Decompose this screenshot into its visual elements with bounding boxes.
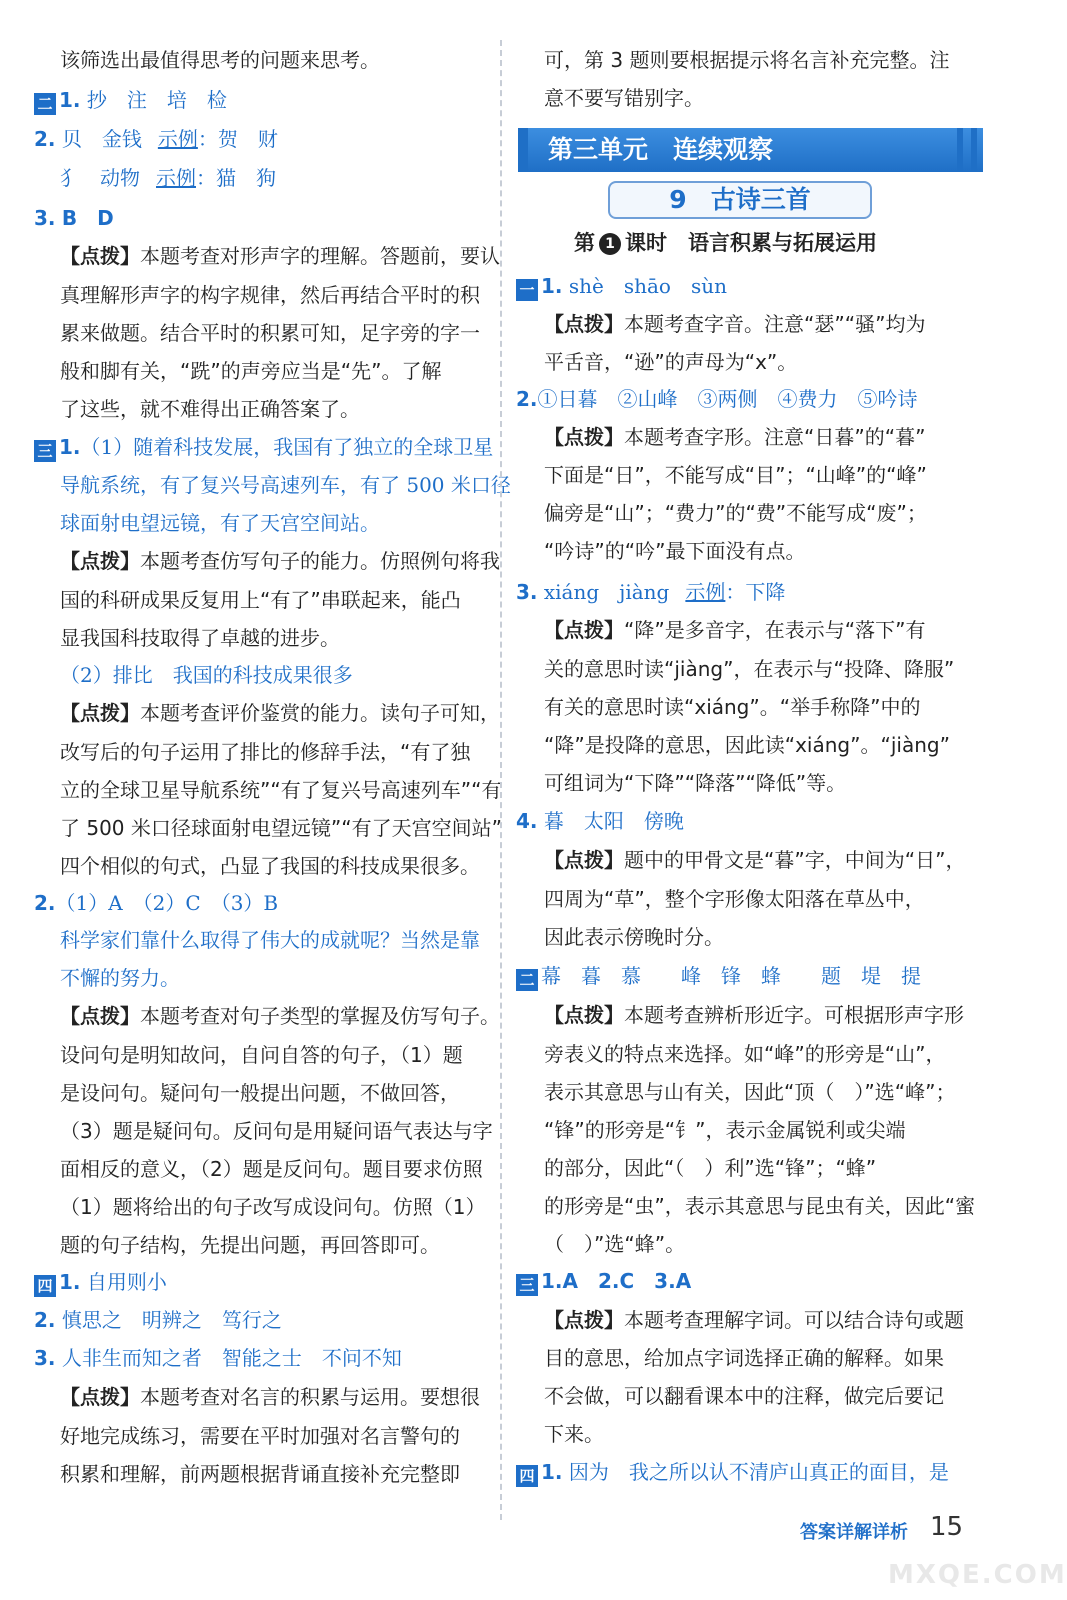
answer: （1）A （2）C （3）B [55,891,279,915]
tip-text: 国的科研成果反复用上“有了”串联起来，能凸 [60,588,461,612]
tip-label: 【点拨】 [60,1385,140,1409]
answer: 幕 暮 慕 峰 锋 蜂 题 堤 提 [541,964,921,988]
tip-text: 立的全球卫星导航系统”“有了复兴号高速列车”“有 [60,778,502,802]
answer: 人非生而知之者 智能之士 不问不知 [61,1346,402,1370]
answer: xiáng jiàng [543,580,670,604]
tip [60,1383,480,1411]
question-number: 3. [34,206,56,230]
answer: shè shāo sùn [568,274,727,298]
period-prefix: 第 [574,231,595,255]
r-s4 [516,1458,949,1487]
unit-banner [518,128,983,172]
tip-text: 四周为“草”，整个字形像太阳落在草丛中， [544,887,925,911]
r-q1 [516,272,727,301]
answer: 导航系统，有了复兴号高速列车，有了 500 米口径 [60,473,511,497]
tip-text: 般和脚有关，“跣”的声旁应当是“先”。了解 [60,359,442,383]
tip-text: 显我国科技取得了卓越的进步。 [60,626,340,650]
question-number: 1. [59,1270,81,1294]
answer: ：猫 狗 [196,166,276,190]
q4-2 [34,1306,282,1334]
answer: 科学家们靠什么取得了伟大的成就呢？当然是靠 [60,928,480,952]
answer: 因为 我之所以认不清庐山真正的面目，是 [568,1460,949,1484]
q3-1 [34,433,493,462]
example-label: 示例 [156,166,196,190]
tip-label: 【点拨】 [544,312,624,336]
q2-1 [34,86,227,115]
banner-stripe [971,128,977,172]
answer: 暮 太阳 傍晚 [543,809,684,833]
tip-text: 旁表义的特点来选择。如“峰”的形旁是“山”， [544,1042,946,1066]
period-number: 1 [599,233,621,255]
period-title: 课时 语言积累与拓展运用 [625,231,877,255]
tip-text: 表示其意思与山有关，因此“顶（ ）”选“峰”； [544,1080,956,1104]
tip-text: 本题考查对形声字的理解。答题前，要认 [140,244,500,268]
answer: ：下降 [725,580,786,604]
tip-text: 了 500 米口径球面射电望远镜”“有了天宫空间站” [60,816,502,840]
tip-text: 本题考查辨析形近字。可根据形声字形 [624,1003,964,1027]
answer: （2）排比 我国的科技成果很多 [60,663,353,687]
tip-text: 本题考查字音。注意“瑟”“骚”均为 [624,312,926,336]
q3-2 [34,889,278,917]
tip [60,547,500,575]
tip-text: 本题考查理解字词。可以结合诗句或题 [624,1308,964,1332]
r-q3 [516,578,785,606]
column-divider [500,40,502,1520]
tip-text: “吟诗”的“吟”最下面没有点。 [544,539,806,563]
tip [544,1001,964,1029]
section-marker: 四 [34,1275,56,1297]
tip [60,699,500,727]
tip-label: 【点拨】 [544,848,624,872]
question-number: 2. [34,127,56,151]
question-number: 2. [516,387,538,411]
tip [544,616,925,644]
tip [60,242,500,270]
answer: ：贺 财 [197,127,278,151]
tip-text: 设问句是明知故问，自问自答的句子，（1）题 [60,1043,463,1067]
tip-text: 累来做题。结合平时的积累可知，足字旁的字一 [60,321,480,345]
tip-text: 下面是“日”，不能写成“目”；“山峰”的“峰” [544,463,927,487]
tip-text: 有关的意思时读“xiáng”。“举手称降”中的 [544,695,921,719]
tip-text: 改写后的句子运用了排比的修辞手法，“有了独 [60,740,471,764]
period-heading [574,228,877,258]
tip-label: 【点拨】 [544,425,624,449]
tip-text: 是设问句。疑问句一般提出问题，不做回答， [60,1081,460,1105]
example-label: 示例 [685,580,726,604]
tip-text: 真理解形声字的构字规律，然后再结合平时的积 [60,283,480,307]
tip-text: 偏旁是“山”；“费力”的“费”不能写成“废”； [544,501,927,525]
tip [60,1002,500,1030]
question-number: 4. [516,809,538,833]
text-line: 该筛选出最值得思考的问题来思考。 [60,48,380,72]
tip-text: “降”是投降的意思，因此读“xiáng”。“jiàng” [544,733,950,757]
tip-label: 【点拨】 [544,1308,624,1332]
text-line: 意不要写错别字。 [544,86,704,110]
section-marker: 三 [34,440,56,462]
question-number: 1. [541,1460,563,1484]
question-number: 3. [34,1346,56,1370]
answer: B D [61,206,114,230]
r-q4 [516,807,684,835]
tip-text: “锋”的形旁是“钅”，表示金属锐利或尖端 [544,1118,906,1142]
section-marker: 四 [516,1465,538,1487]
answer: （1）随着科技发展，我国有了独立的全球卫星 [80,435,494,459]
lesson-title: 古诗三首 [710,185,811,214]
answer: ①日暮 ②山峰 ③两侧 ④费力 ⑤吟诗 [537,387,918,411]
question-number: 1. [59,435,81,459]
tip-text: 关的意思时读“jiàng”，在表示与“投降、降服” [544,657,955,681]
tip-text: 因此表示傍晚时分。 [544,925,724,949]
tip-label: 【点拨】 [60,244,140,268]
r-s3 [516,1267,691,1296]
question-number: 1. [59,88,81,112]
tip-text: 的部分，因此“（ ）利”选“锋”；“蜂” [544,1156,877,1180]
q2-2b [60,164,276,192]
tip-label: 【点拨】 [544,1003,624,1027]
q4-1 [34,1268,167,1297]
question-number: 1. [541,274,563,298]
section-marker: 三 [516,1274,538,1296]
tip [544,423,925,451]
section-marker: 二 [516,969,538,991]
question-number: 2. [34,1308,56,1332]
answer: 球面射电望远镜，有了天宫空间站。 [60,511,380,535]
answer: 贝 金钱 [61,127,142,151]
q4-3 [34,1344,402,1372]
section-marker: 二 [34,93,56,115]
tip-text: 不会做，可以翻看课本中的注释，做完后要记 [544,1384,944,1408]
tip-text: 的形旁是“虫”，表示其意思与昆虫有关，因此“蜜 [544,1194,976,1218]
tip-text: 本题考查对名言的积累与运用。要想很 [140,1385,480,1409]
tip-text: 目的意思，给加点字词选择正确的解释。如果 [544,1346,944,1370]
tip-text: 平舌音，“逊”的声母为“x”。 [544,350,798,374]
example-label: 示例 [157,127,198,151]
tip-text: 题的句子结构，先提出问题，再回答即可。 [60,1233,440,1257]
tip [544,310,925,338]
page-number: 15 [930,1512,964,1542]
answer: 慎思之 明辨之 笃行之 [61,1308,282,1332]
tip-text: 四个相似的句式，凸显了我国的科技成果很多。 [60,854,480,878]
tip-label: 【点拨】 [60,1004,140,1028]
answer: 不懈的努力。 [60,966,180,990]
tip-text: 本题考查对句子类型的掌握及仿写句子。 [140,1004,500,1028]
question-number: 3. [516,580,538,604]
tip-text: 可组词为“下降”“降落”“降低”等。 [544,771,847,795]
question-number: 2. [34,891,56,915]
tip-text: 下来。 [544,1422,604,1446]
answer: 抄 注 培 检 [86,88,227,112]
r-s2 [516,962,921,991]
tip-text: 题中的甲骨文是“暮”字，中间为“日”， [624,848,966,872]
answer: 自用则小 [86,1270,167,1294]
tip-text: 本题考查字形。注意“日暮”的“暮” [624,425,926,449]
tip [544,846,965,874]
tip-text: 本题考查仿写句子的能力。仿照例句将我 [140,549,500,573]
tip-text: 本题考查评价鉴赏的能力。读句子可知， [140,701,500,725]
q2-2 [34,125,278,153]
tip-label: 【点拨】 [544,618,624,642]
unit-title: 第三单元 连续观察 [548,135,774,164]
tip-text: （1）题将给出的句子改写成设问句。仿照（1） [60,1195,486,1219]
q2-3 [34,204,114,232]
text-line: 可，第 3 题则要根据提示将名言补充完整。注 [544,48,950,72]
tip-text: （3）题是疑问句。反问句是用疑问语气表达与字 [60,1119,493,1143]
watermark: MXQE.COM [888,1560,1067,1590]
tip-text: 面相反的意义，（2）题是反问句。题目要求仿照 [60,1157,483,1181]
footer-label: 答案详解详析 [800,1522,908,1543]
answer: 1.A 2.C 3.A [541,1269,692,1293]
tip-text: “降”是多音字，在表示与“落下”有 [624,618,926,642]
tip-text: （ ）”选“蜂”。 [544,1232,686,1256]
tip-label: 【点拨】 [60,701,140,725]
r-q2 [516,385,918,413]
tip-text: 了这些，就不难得出正确答案了。 [60,397,360,421]
answer: 犭 动物 [60,166,140,190]
tip-text: 好地完成练习，需要在平时加强对名言警句的 [60,1424,460,1448]
lesson-title-box [608,181,872,219]
section-marker: 一 [516,279,538,301]
tip-text: 积累和理解，前两题根据背诵直接补充完整即 [60,1462,460,1486]
tip-label: 【点拨】 [60,549,140,573]
tip [544,1306,964,1334]
banner-stripe [957,128,963,172]
lesson-number: 9 [669,185,687,214]
